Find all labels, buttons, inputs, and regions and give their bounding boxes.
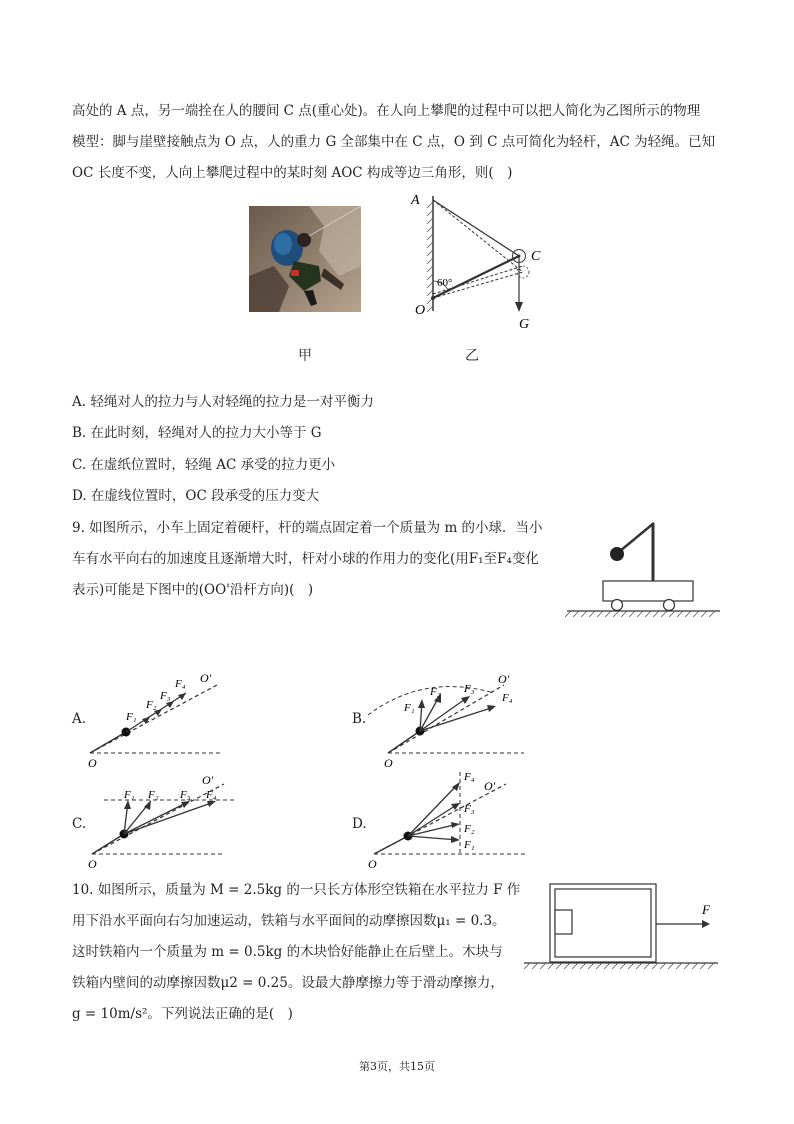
opt-c-o: O xyxy=(88,857,97,871)
label-A: A xyxy=(411,193,420,208)
label-O: O xyxy=(415,303,426,318)
q8-text-line-3: OC 长度不变，人向上攀爬过程中的某时刻 AOC 构成等边三角形，则( ) xyxy=(72,165,513,181)
q9-text-line-2: 车有水平向右的加速度且逐渐增大时，杆对小球的作用力的变化(用F₁至F₄变化 xyxy=(72,551,539,567)
opt-b-f2: F₂ xyxy=(430,686,441,698)
opt-d-f1: F₁ xyxy=(464,839,475,851)
q9-option-c-diagram xyxy=(84,772,244,872)
q9-option-b-diagram xyxy=(364,663,534,771)
q9-option-a-label: A. xyxy=(72,711,87,727)
opt-a-f4: F₄ xyxy=(175,678,186,690)
q10-text-line-1: 10. 如图所示，质量为 M = 2.5kg 的一只长方体形空铁箱在水平拉力 F 作 xyxy=(72,882,521,898)
fig-yi-caption: 乙 xyxy=(465,348,479,364)
label-C: C xyxy=(531,249,541,264)
opt-d-f2: F₂ xyxy=(464,823,475,835)
opt-d-f3: F₃ xyxy=(464,803,475,815)
q8-option-a: A. 轻绳对人的拉力与人对轻绳的拉力是一对平衡力 xyxy=(72,394,374,410)
page-footer: 第3页，共15页 xyxy=(359,1060,435,1073)
q10-text-line-5: g = 10m/s²。下列说法正确的是( ) xyxy=(72,1006,293,1022)
q10-text-line-2: 用下沿水平面向右匀加速运动，铁箱与水平面间的动摩擦因数μ₁ = 0.3。 xyxy=(72,913,506,929)
opt-b-f3: F₃ xyxy=(464,683,475,695)
opt-c-f2: F₂ xyxy=(148,789,159,801)
opt-a-f1: F₁ xyxy=(126,711,137,723)
q8-text-line-2: 模型：脚与崖壁接触点为 O 点，人的重力 G 全部集中在 C 点，O 到 C 点可简化为轻杆，AC 为轻绳。已知 xyxy=(72,134,716,150)
q8-text-line-1: 高处的 A 点，另一端拴在人的腰间 C 点(重心处)。在人向上攀爬的过程中可以把人简化为乙图所示的物理 xyxy=(72,103,701,119)
q9-option-a-diagram xyxy=(82,665,232,770)
opt-b-f1: F₁ xyxy=(404,702,415,714)
force-label: F xyxy=(702,902,710,917)
fig-jia-caption: 甲 xyxy=(298,348,312,364)
label-angle: 60° xyxy=(437,277,453,289)
q8-option-b: B. 在此时刻，轻绳对人的拉力大小等于 G xyxy=(72,425,322,441)
q8-option-d: D. 在虚线位置时，OC 段承受的压力变大 xyxy=(72,488,320,504)
q9-text-line-1: 9. 如图所示，小车上固定着硬杆，杆的端点固定着一个质量为 m 的小球．当小 xyxy=(72,520,543,536)
q10-text-line-4: 铁箱内壁间的动摩擦因数μ2 = 0.25。设最大静摩擦力等于滑动摩擦力， xyxy=(72,975,504,991)
q9-option-c-label: C. xyxy=(72,816,87,832)
q9-option-d-diagram xyxy=(366,766,536,872)
opt-b-f4: F₄ xyxy=(502,692,513,704)
opt-a-f2: F₂ xyxy=(146,699,157,711)
iron-box-figure xyxy=(522,876,722,974)
q8-option-c: C. 在虚纸位置时，轻绳 AC 承受的拉力更小 xyxy=(72,457,336,473)
opt-c-f1: F₁ xyxy=(124,789,135,801)
opt-c-oprime: O' xyxy=(202,773,214,787)
q10-text-line-3: 这时铁箱内一个质量为 m = 0.5kg 的木块恰好能静止在后壁上。木块与 xyxy=(72,944,503,960)
opt-b-oprime: O' xyxy=(498,672,510,686)
q9-option-b-label: B. xyxy=(352,711,367,727)
opt-c-f4: F₄ xyxy=(206,789,217,801)
opt-b-o: O xyxy=(384,756,393,770)
fig-yi-diagram xyxy=(405,186,555,336)
cart-figure xyxy=(565,515,725,620)
q9-option-d-label: D. xyxy=(352,816,367,832)
label-G: G xyxy=(519,317,530,332)
q9-text-line-3: 表示)可能是下图中的(OO'沿杆方向)( ) xyxy=(72,582,314,598)
opt-a-f3: F₃ xyxy=(160,690,171,702)
opt-c-f3: F₃ xyxy=(180,789,191,801)
climber-photo xyxy=(249,206,361,312)
opt-a-oprime: O' xyxy=(200,671,212,685)
opt-d-f4: F₄ xyxy=(464,771,475,783)
opt-a-o: O xyxy=(88,756,97,770)
opt-d-o: O xyxy=(368,857,377,871)
opt-d-oprime: O' xyxy=(484,779,496,793)
